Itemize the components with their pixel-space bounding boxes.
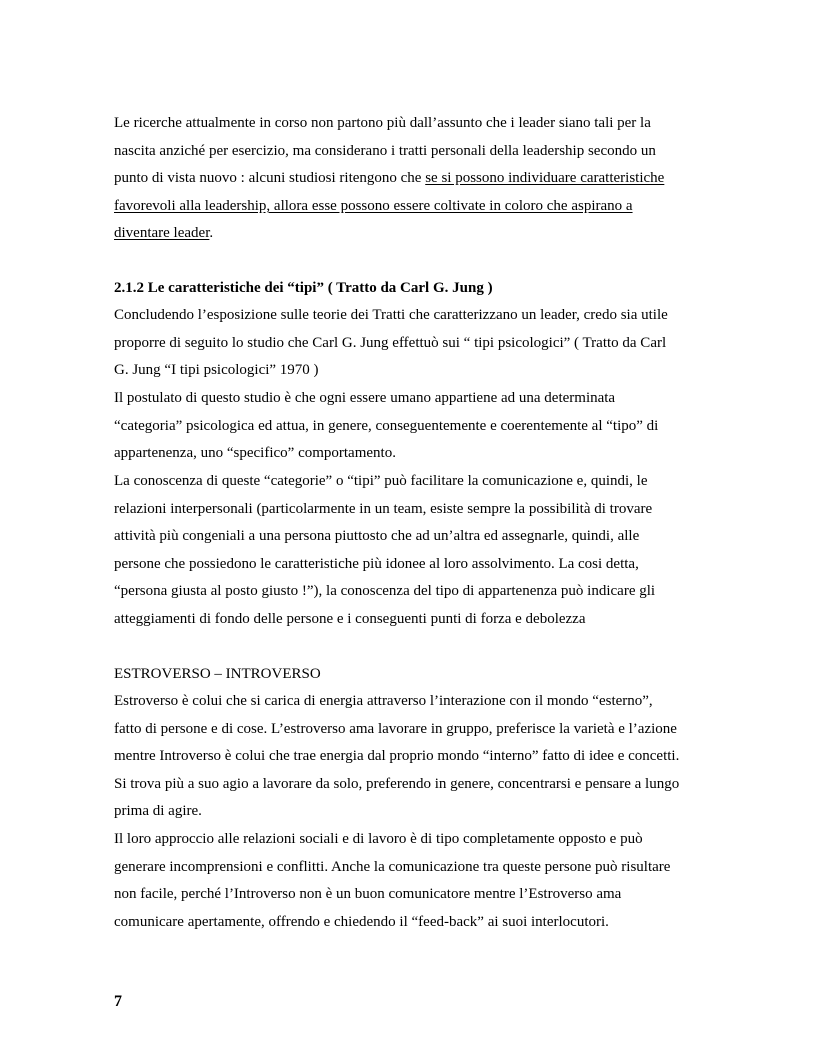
paragraph-line: “categoria” psicologica ed attua, in genere, conseguentemente e coerentemente al “tipo” di [114, 417, 659, 434]
paragraph-line: proporre di seguito lo studio che Carl G. Jung effettuò sui “ tipi psicologici” ( Tratto da Carl [114, 334, 667, 351]
text-run: . [209, 225, 214, 242]
paragraph-line: mentre Introverso è colui che trae energia dal proprio mondo “interno” fatto di idee e concetti. [114, 748, 680, 765]
paragraph-line: generare incomprensioni e conflitti. Anche la comunicazione tra queste persone può risultare [114, 858, 671, 875]
paragraph-line: Le ricerche attualmente in corso non partono più dall’assunto che i leader siano tali per la [114, 115, 651, 131]
underlined-text: diventare leader [114, 225, 210, 242]
paragraph-line: non facile, perché l’Introverso non è un buon comunicatore mentre l’Estroverso ama [114, 886, 622, 903]
paragraph-line [114, 220, 714, 248]
paragraph-line: atteggiamenti di fondo delle persone e i conseguenti punti di forza e debolezza [114, 610, 586, 627]
paragraph-line [114, 193, 714, 221]
section-heading: 2.1.2 Le caratteristiche dei “tipi” ( Tratto da Carl G. Jung ) [114, 280, 493, 296]
paragraph-line: “persona giusta al posto giusto !”), la conoscenza del tipo di appartenenza può indicare gli [114, 583, 656, 600]
paragraph-categories [114, 468, 714, 634]
paragraph-line: persone che possiedono le caratteristiche più idonee al loro assolvimento. La cosi detta, [114, 555, 639, 572]
paragraph-line: Il postulato di questo studio è che ogni essere umano appartiene ad una determinata [114, 390, 616, 406]
paragraph-line: Estroverso è colui che si carica di energia attraverso l’interazione con il mondo “esterno”, [114, 693, 653, 709]
paragraph-line: Concludendo l’esposizione sulle teorie dei Tratti che caratterizzano un leader, credo sia utile [114, 307, 668, 323]
paragraph-extrovert-introvert [114, 688, 714, 826]
paragraph-line: Il loro approccio alle relazioni sociali e di lavoro è di tipo completamente opposto e può [114, 831, 643, 847]
paragraph-line: fatto di persone e di cose. L’estroverso ama lavorare in gruppo, preferisce la varietà e l’azione [114, 720, 677, 737]
paragraph-relationships [114, 826, 714, 936]
paragraph-line [114, 165, 714, 193]
paragraph-line: relazioni interpersonali (particolarmente in un team, esiste sempre la possibilità di trovare [114, 500, 653, 517]
paragraph-line: prima di agire. [114, 803, 202, 820]
paragraph-line: G. Jung “I tipi psicologici” 1970 ) [114, 362, 319, 379]
paragraph-postulate [114, 385, 714, 468]
section-heading-block [114, 275, 714, 303]
subheading: ESTROVERSO – INTROVERSO [114, 666, 321, 682]
paragraph-leadership-research [114, 110, 714, 248]
page-number: 7 [114, 993, 122, 1010]
subheading-block [114, 661, 714, 689]
paragraph-line: La conoscenza di queste “categorie” o “tipi” può facilitare la comunicazione e, quindi, le [114, 473, 648, 489]
text-run: punto di vista nuovo : alcuni studiosi ritengono che [114, 170, 426, 187]
paragraph-jung-intro [114, 302, 714, 385]
paragraph-line: comunicare apertamente, offrendo e chiedendo il “feed-back” ai suoi interlocutori. [114, 913, 609, 930]
underlined-text: favorevoli alla leadership, allora esse possono essere coltivate in coloro che aspirano a [114, 197, 633, 214]
paragraph-line: Si trova più a suo agio a lavorare da solo, preferendo in genere, concentrarsi e pensare a lungo [114, 775, 680, 792]
paragraph-line: appartenenza, uno “specifico” comportamento. [114, 445, 396, 462]
paragraph-line: nascita anziché per esercizio, ma considerano i tratti personali della leadership secondo un [114, 142, 656, 159]
paragraph-line: attività più congeniali a una persona piuttosto che ad un’altra ed assegnarle, quindi, alle [114, 528, 640, 545]
underlined-text: se si possono individuare caratteristiche [425, 170, 665, 187]
